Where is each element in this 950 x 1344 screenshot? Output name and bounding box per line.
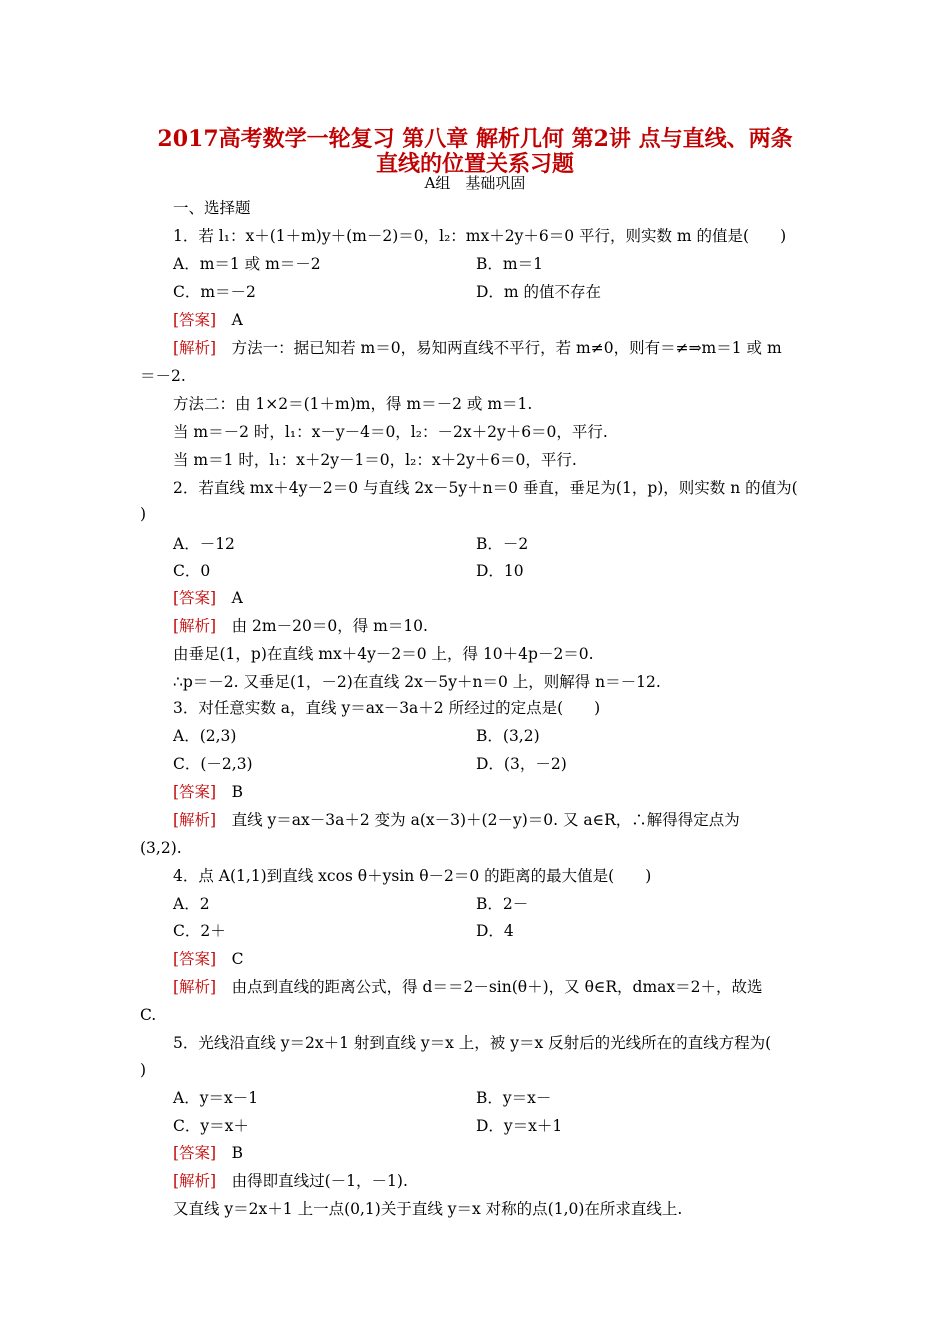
q4-option-d: D．4 [476,922,514,940]
answer-tag: [答案] [173,950,217,968]
analysis-text: 由 2m－20＝0，得 m＝10. [231,617,428,635]
q3-analysis-1 [173,810,740,830]
answer-tag: [答案] [173,311,217,329]
answer-tag: [答案] [173,783,217,801]
q2-answer [173,588,243,608]
analysis-tag: [解析] [173,1172,217,1190]
q1-option-c: C．m＝－2 [173,283,256,301]
q5-option-b: B．y＝x－ [476,1089,552,1107]
q1-analysis-3: 方法二：由 1×2＝(1＋m)m，得 m＝－2 或 m＝1. [173,395,533,413]
q2-option-c: C．0 [173,562,211,580]
q5-answer [173,1143,243,1163]
q1-analysis-5: 当 m＝1 时，l₁：x＋2y－1＝0，l₂：x＋2y＋6＝0，平行. [173,451,577,469]
question-4-stem: 4．点 A(1,1)到直线 xcos θ＋ysin θ－2＝0 的距离的最大值是( ) [173,867,652,885]
analysis-tag: [解析] [173,339,217,357]
q4-answer [173,949,244,969]
answer-value: B [231,783,244,801]
q3-answer [173,782,243,802]
question-2-stem: 2．若直线 mx＋4y－2＝0 与直线 2x－5y＋n＝0 垂直，垂足为(1，p)，则实数 n 的值为( [173,479,798,497]
q5-option-a: A．y＝x－1 [173,1089,259,1107]
q1-analysis-1 [173,338,782,358]
answer-tag: [答案] [173,589,217,607]
q3-option-a: A．(2,3) [173,727,237,745]
q2-analysis-3: ∴p＝－2. 又垂足(1，－2)在直线 2x－5y＋n＝0 上，则解得 n＝－12. [173,673,661,691]
q4-option-c: C．2＋ [173,922,226,940]
answer-value: A [231,589,243,607]
analysis-tag: [解析] [173,617,217,635]
answer-value: C [231,950,244,968]
q4-option-a: A．2 [173,895,210,913]
q5-option-d: D．y＝x＋1 [476,1117,563,1135]
analysis-text: 由点到直线的距离公式，得 d＝＝2－sin(θ＋)，又 θ∈R，dmax＝2＋，故选 [231,978,763,996]
doc-title-line2: 直线的位置关系习题 [375,151,574,177]
answer-value: A [231,311,243,329]
q1-option-b: B．m＝1 [476,255,543,273]
question-2-stem-cont: ) [140,505,147,523]
q3-option-c: C．(－2,3) [173,755,253,773]
q2-option-d: D．10 [476,562,524,580]
doc-title-line1: 2017高考数学一轮复习 第八章 解析几何 第2讲 点与直线、两条 [157,126,793,152]
q2-analysis-2: 由垂足(1，p)在直线 mx＋4y－2＝0 上，得 10＋4p－2＝0. [173,645,594,663]
answer-tag: [答案] [173,1144,217,1162]
q2-analysis-1 [173,616,428,636]
q2-option-a: A．－12 [173,535,235,553]
q4-analysis-1 [173,977,763,997]
analysis-tag: [解析] [173,978,217,996]
q4-analysis-2: C. [140,1006,157,1024]
q1-option-a: A．m＝1 或 m＝－2 [173,255,321,273]
q3-analysis-2: (3,2). [140,839,182,857]
q5-option-c: C．y＝x＋ [173,1117,249,1135]
question-1-stem: 1．若 l₁：x＋(1＋m)y＋(m－2)＝0，l₂：mx＋2y＋6＝0 平行，则实数 m 的值是( ) [173,227,787,245]
q5-analysis-2: 又直线 y＝2x＋1 上一点(0,1)关于直线 y＝x 对称的点(1,0)在所求直线上. [173,1200,683,1218]
q2-option-b: B．－2 [476,535,529,553]
q3-option-d: D．(3，－2) [476,755,567,773]
question-5-stem-cont: ) [140,1061,147,1079]
question-3-stem: 3．对任意实数 a，直线 y＝ax－3a＋2 所经过的定点是( ) [173,699,601,717]
q4-option-b: B．2－ [476,895,529,913]
analysis-tag: [解析] [173,811,217,829]
analysis-text: 直线 y＝ax－3a＋2 变为 a(x－3)＋(2－y)＝0. 又 a∈R，∴解得得定点为 [231,811,740,829]
analysis-text: 由得即直线过(－1，－1). [231,1172,408,1190]
q1-answer [173,310,243,330]
question-5-stem: 5．光线沿直线 y＝2x＋1 射到直线 y＝x 上，被 y＝x 反射后的光线所在的直线方程为( [173,1034,772,1052]
section-heading: 一、选择题 [173,199,251,217]
answer-value: B [231,1144,244,1162]
q1-analysis-2: ＝－2. [140,367,186,385]
group-subtitle: A组 基础巩固 [424,174,526,192]
analysis-text: 方法一：据已知若 m＝0，易知两直线不平行，若 m≠0，则有＝≠⇒m＝1 或 m [231,339,782,357]
q1-analysis-4: 当 m＝－2 时，l₁：x－y－4＝0，l₂：－2x＋2y＋6＝0，平行. [173,423,608,441]
q5-analysis-1 [173,1171,408,1191]
q1-option-d: D．m 的值不存在 [476,283,602,301]
q3-option-b: B．(3,2) [476,727,540,745]
